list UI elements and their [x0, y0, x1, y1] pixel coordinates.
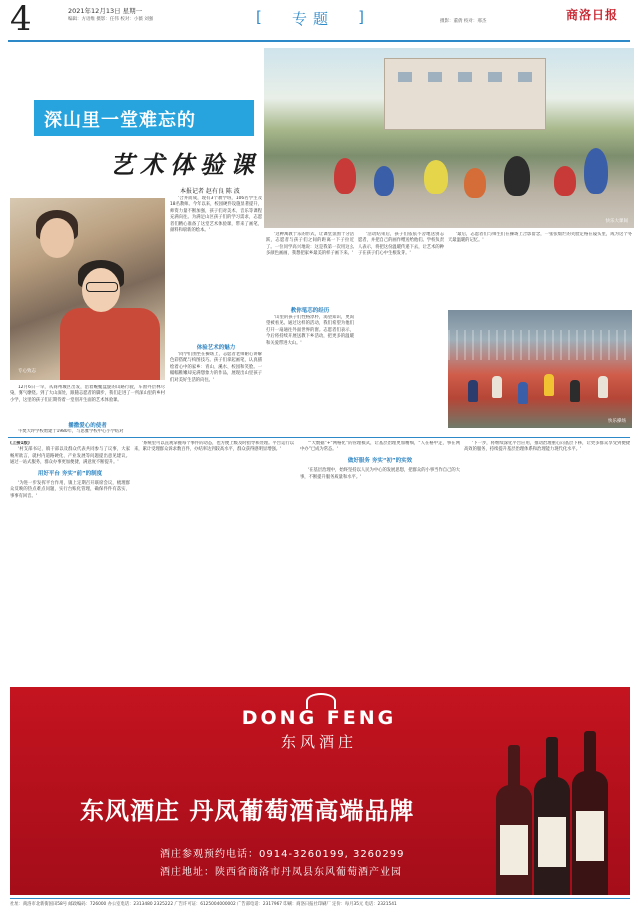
headline-art: 艺术体验课 [110, 150, 260, 179]
lower-column-a [10, 441, 130, 681]
article-column-4 [358, 232, 444, 432]
child-figure [468, 380, 478, 402]
subheading: 教你笔芯的经历 [290, 308, 330, 314]
child-figure [570, 380, 580, 402]
photo-caption: 快乐操场 [608, 419, 626, 424]
wine-bottle-icon [534, 777, 570, 895]
photo-playground [448, 310, 632, 428]
headline: 深山里一堂难忘的 [44, 110, 196, 131]
paragraph: '“大数据”+“网格化”的管理模式，让基层治理更加精细，“人在格中走，事在网中办”已成为常态。' [300, 441, 460, 453]
brand-name-cn: 东风酒庄 [280, 733, 357, 751]
paragraph: '下一步，将继续深化平台应用，推动治理重心向基层下移，让更多群众享受到便捷高效的服务，持续提升基层治理体系和治理能力现代化水平。' [464, 441, 630, 453]
header-divider [8, 40, 630, 42]
page-number: 4 [10, 0, 32, 39]
ad-address: 酒庄地址：陕西省商洛市丹凤县东风葡萄酒产业园 [160, 867, 402, 878]
page-header [0, 0, 638, 40]
ad-brand [224, 707, 414, 752]
child-figure [504, 156, 530, 196]
wine-bottle-icon [496, 785, 532, 895]
paragraph: '山里的孩子们性格淳朴，渴望知识，更渴望被看见。通过这样的活动，我们希望为他们打开一扇通往外面世界的窗。志愿者们表示，今后将持续开展送教下乡活动，把更多的温暖和关爱带进大山。' [266, 315, 354, 346]
child-figure [334, 158, 356, 194]
child-figure [584, 148, 608, 194]
article-column-2 [170, 196, 262, 336]
paragraph: '合并而成，现有3个教学班，106名学生及18名教师。今年以来，校园硬件设施显著提升，师资力量不断加强，孩子们对美术、音乐等课程充满向往。为满足山区孩子们的学习需求，志愿者们精心准备了这堂艺术体验课，带来了画笔、颜料和崭新的绘本。' [170, 196, 262, 234]
child-figure [424, 160, 448, 194]
lower-column-b [134, 441, 294, 681]
teacher-face [40, 218, 74, 258]
subheading: 用好平台 夯实“前”的制度 [37, 470, 103, 477]
article-column-3 [266, 232, 354, 302]
child-body [60, 308, 160, 380]
subheading: 播撒爱心的使者 [68, 423, 107, 429]
paragraph: '最后，志愿者们与师生们在操场上合影留念，一张张灿烂的笑脸定格在镜头里，成为这个冬天最温暖的记忆。' [448, 232, 632, 244]
child-figure [374, 166, 394, 196]
article-column-1b [10, 429, 165, 436]
paragraph: 12月6日一早，从商州城区出发，沿着蜿蜒盘旋的山路行驶，车窗外层林尽染，雾气缭绕。到了大山深处，跟随志愿者的脚步，我们走进了一所深山里的乡村小学，这里的孩子们正期待着一堂别开生面的艺术体验课。 [10, 385, 165, 403]
paragraph: 牛樊大坪学校始建于1980年，与思雅学校中心小学结对 [18, 429, 124, 434]
ad-phone: 酒庄参观预约电话：0914-3260199, 3260299 [160, 849, 405, 860]
article-column-2b [170, 352, 262, 434]
photo-schoolyard [264, 48, 634, 228]
school-building [384, 58, 546, 130]
advertisement-dongfeng [10, 687, 630, 895]
paragraph: '系统里可以直观掌握每个事件的动态，也方便上级及时指导和处理。平台运行以来，累计受理群众诉求数百件，办结率达到较高水平，群众获得感明显增强。' [134, 441, 294, 453]
footer-info: 社址：商洛市北新街国田58号 邮政编码：726000 办公室电话：2313480 2325222 广告许可证：6125004000002 广告部电话：2317967 印刷：商洛日报社印刷厂 定价：每月35元 电话：2321541 [10, 898, 630, 913]
lower-column-c [300, 441, 460, 681]
paragraph: '为进一步发挥平台作用，镇上定期召开联席会议，梳理群众反映的热点难点问题，实行台账化管理，确保件件有落实、事事有回音。' [10, 481, 130, 499]
header-staff: 编辑：方语维 摄影：任伟 校对：小薇 刘强 [68, 17, 154, 22]
issue-date: 2021年12月13日 星期一 [68, 7, 143, 15]
photo-caption: 专心致志 [18, 369, 36, 374]
article-column-1 [10, 385, 165, 419]
section-divider [8, 437, 630, 438]
header-editor: 摄影：董倩 校对：邢杰 [440, 19, 487, 24]
subheading: 体验艺术的魅力 [196, 345, 236, 351]
paragraph: '村支部书记、镇干部以及群众代表共同参与了议事，大家畅所欲言，就村内道路硬化、产业发展等问题提出意见建议。通过一站式服务，群众办事更加便捷，满意度不断提升。' [10, 447, 130, 466]
section-title: [ 专题 ] [258, 8, 368, 29]
child-figure [464, 168, 486, 198]
byline: 本报记者 赵有良 陈 波 [180, 188, 240, 195]
photo-teacher-child [10, 198, 165, 380]
window-icon [518, 72, 532, 82]
glasses-icon [86, 282, 118, 292]
paragraph: '同学们围坐在操场上，志愿者老师耐心讲解色彩搭配与构图技巧。孩子们拿起画笔，认真描绘着心中的家乡：青山、溪水、校园和笑脸。一幅幅稚嫩却充满想象力的作品，展现出山里孩子们对美好生活的向往。' [170, 352, 262, 383]
window-icon [488, 72, 502, 82]
wine-bottle-icon [572, 771, 608, 895]
child-figure [554, 166, 576, 196]
child-figure [598, 376, 608, 398]
fence-net [448, 330, 632, 360]
child-figure [492, 376, 502, 398]
window-icon [458, 72, 472, 82]
child-figure [544, 374, 554, 396]
child-figure [518, 382, 528, 404]
paragraph: '在基层治理中，始终坚持以人民为中心的发展思想，把群众的小事当作自己的大事，不断提升服务质量和水平。' [300, 468, 460, 480]
paragraph: '活动结束后，孩子们依依不舍地送别志愿者，并把自己的画作赠送给他们。学校负责人表示，将把这份温暖传递下去，让艺术的种子在孩子们心中生根发芽。' [358, 232, 444, 257]
window-icon [398, 72, 412, 82]
article-column-5 [448, 232, 632, 306]
article-column-3b [266, 315, 354, 433]
window-icon [428, 72, 442, 82]
continued-label: (上接1版) [10, 441, 30, 446]
ad-slogan: 东风酒庄 丹凤葡萄酒高端品牌 [80, 797, 415, 825]
masthead-logo: 商洛日报 [566, 8, 619, 22]
subheading: 做好服务 夯实“初”的实效 [347, 457, 413, 464]
lower-column-d [464, 441, 630, 681]
brand-name-en: DONG FENG [241, 707, 397, 729]
paragraph: '这种寓教于乐的形式，让课堂氛围十分活跃，志愿者与孩子们之间的距离一下子拉近了。一位同学高兴地说：这是我第一次用这么多颜色画画，我想把家乡最美的样子画下来。' [266, 232, 354, 257]
photo-caption: 快乐大课间 [605, 219, 628, 224]
